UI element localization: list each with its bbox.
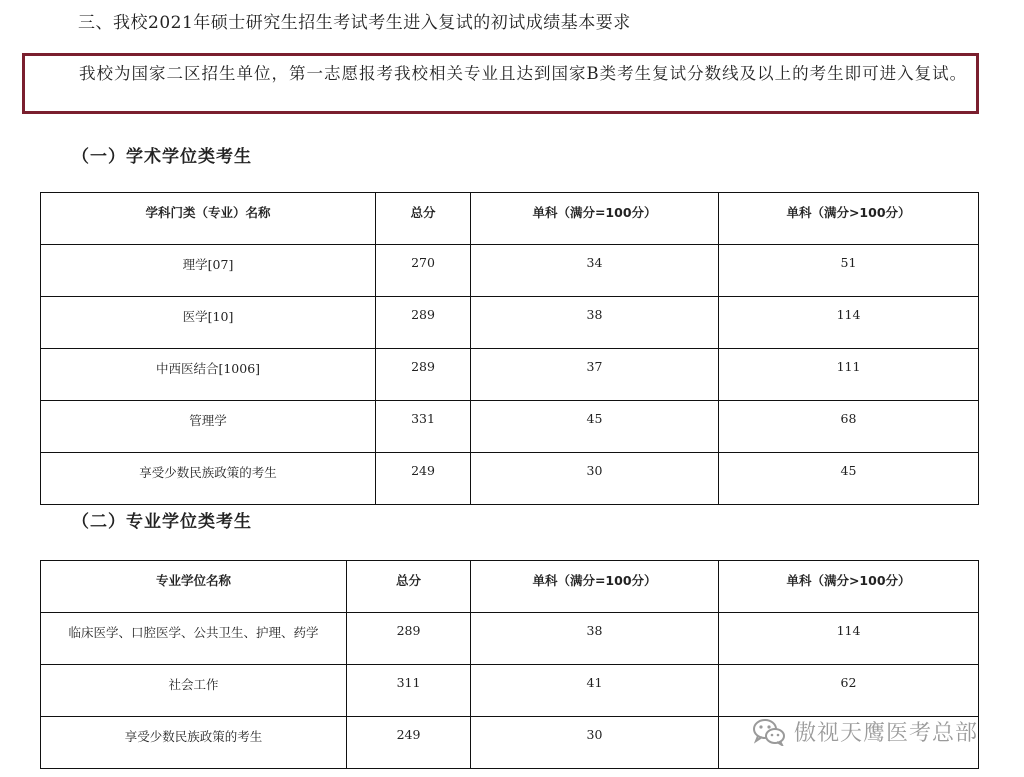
column-header: 单科（满分>100分）	[719, 561, 979, 613]
table-cell: 医学[10]	[41, 297, 376, 349]
table-cell: 30	[471, 453, 719, 505]
column-header: 总分	[376, 193, 471, 245]
column-header: 单科（满分>100分）	[719, 193, 979, 245]
table-cell: 45	[719, 453, 979, 505]
table-cell: 331	[376, 401, 471, 453]
table-cell: 34	[471, 245, 719, 297]
column-header: 单科（满分=100分）	[471, 561, 719, 613]
table-cell: 管理学	[41, 401, 376, 453]
table-cell: 37	[471, 349, 719, 401]
column-header: 学科门类（专业）名称	[41, 193, 376, 245]
table-cell: 中西医结合[1006]	[41, 349, 376, 401]
table-cell: 249	[347, 717, 471, 769]
table-cell: 38	[471, 613, 719, 665]
table-row	[41, 245, 979, 297]
table-cell: 62	[719, 665, 979, 717]
academic-score-table	[40, 192, 979, 505]
academic-heading: （一）学术学位类考生	[72, 147, 252, 167]
table-cell: 51	[719, 245, 979, 297]
column-header: 单科（满分=100分）	[471, 193, 719, 245]
table-cell: 45	[471, 401, 719, 453]
section-title: 三、我校2021年硕士研究生招生考试考生进入复试的初试成绩基本要求	[78, 13, 631, 33]
table-cell: 68	[719, 401, 979, 453]
table-cell: 理学[07]	[41, 245, 376, 297]
table-cell: 38	[471, 297, 719, 349]
table-row	[41, 665, 979, 717]
watermark-text: 傲视天鹰医考总部	[794, 721, 979, 746]
table-cell: 临床医学、口腔医学、公共卫生、护理、药学	[41, 613, 347, 665]
table-cell: 270	[376, 245, 471, 297]
table-cell: 41	[471, 665, 719, 717]
table-cell: 289	[376, 349, 471, 401]
watermark	[752, 716, 978, 747]
column-header: 专业学位名称	[41, 561, 347, 613]
table-cell: 享受少数民族政策的考生	[41, 717, 347, 769]
table-cell: 311	[347, 665, 471, 717]
professional-heading: （二）专业学位类考生	[72, 512, 252, 532]
table-row	[41, 613, 979, 665]
notice-box	[22, 53, 979, 114]
table-cell: 114	[719, 613, 979, 665]
table-row	[41, 453, 979, 505]
table-header-row	[41, 561, 979, 613]
table-cell: 111	[719, 349, 979, 401]
table-header-row	[41, 193, 979, 245]
table-cell: 114	[719, 297, 979, 349]
table-cell: 30	[471, 717, 719, 769]
table-row	[41, 349, 979, 401]
table-row	[41, 297, 979, 349]
notice-text: 我校为国家二区招生单位，第一志愿报考我校相关专业且达到国家B类考生复试分数线及以上的考生即可进入复试。	[79, 64, 968, 83]
wechat-icon	[752, 718, 786, 746]
table-cell: 289	[347, 613, 471, 665]
table-cell: 社会工作	[41, 665, 347, 717]
column-header: 总分	[347, 561, 471, 613]
table-row	[41, 401, 979, 453]
table-cell: 249	[376, 453, 471, 505]
table-cell: 享受少数民族政策的考生	[41, 453, 376, 505]
table-cell: 289	[376, 297, 471, 349]
